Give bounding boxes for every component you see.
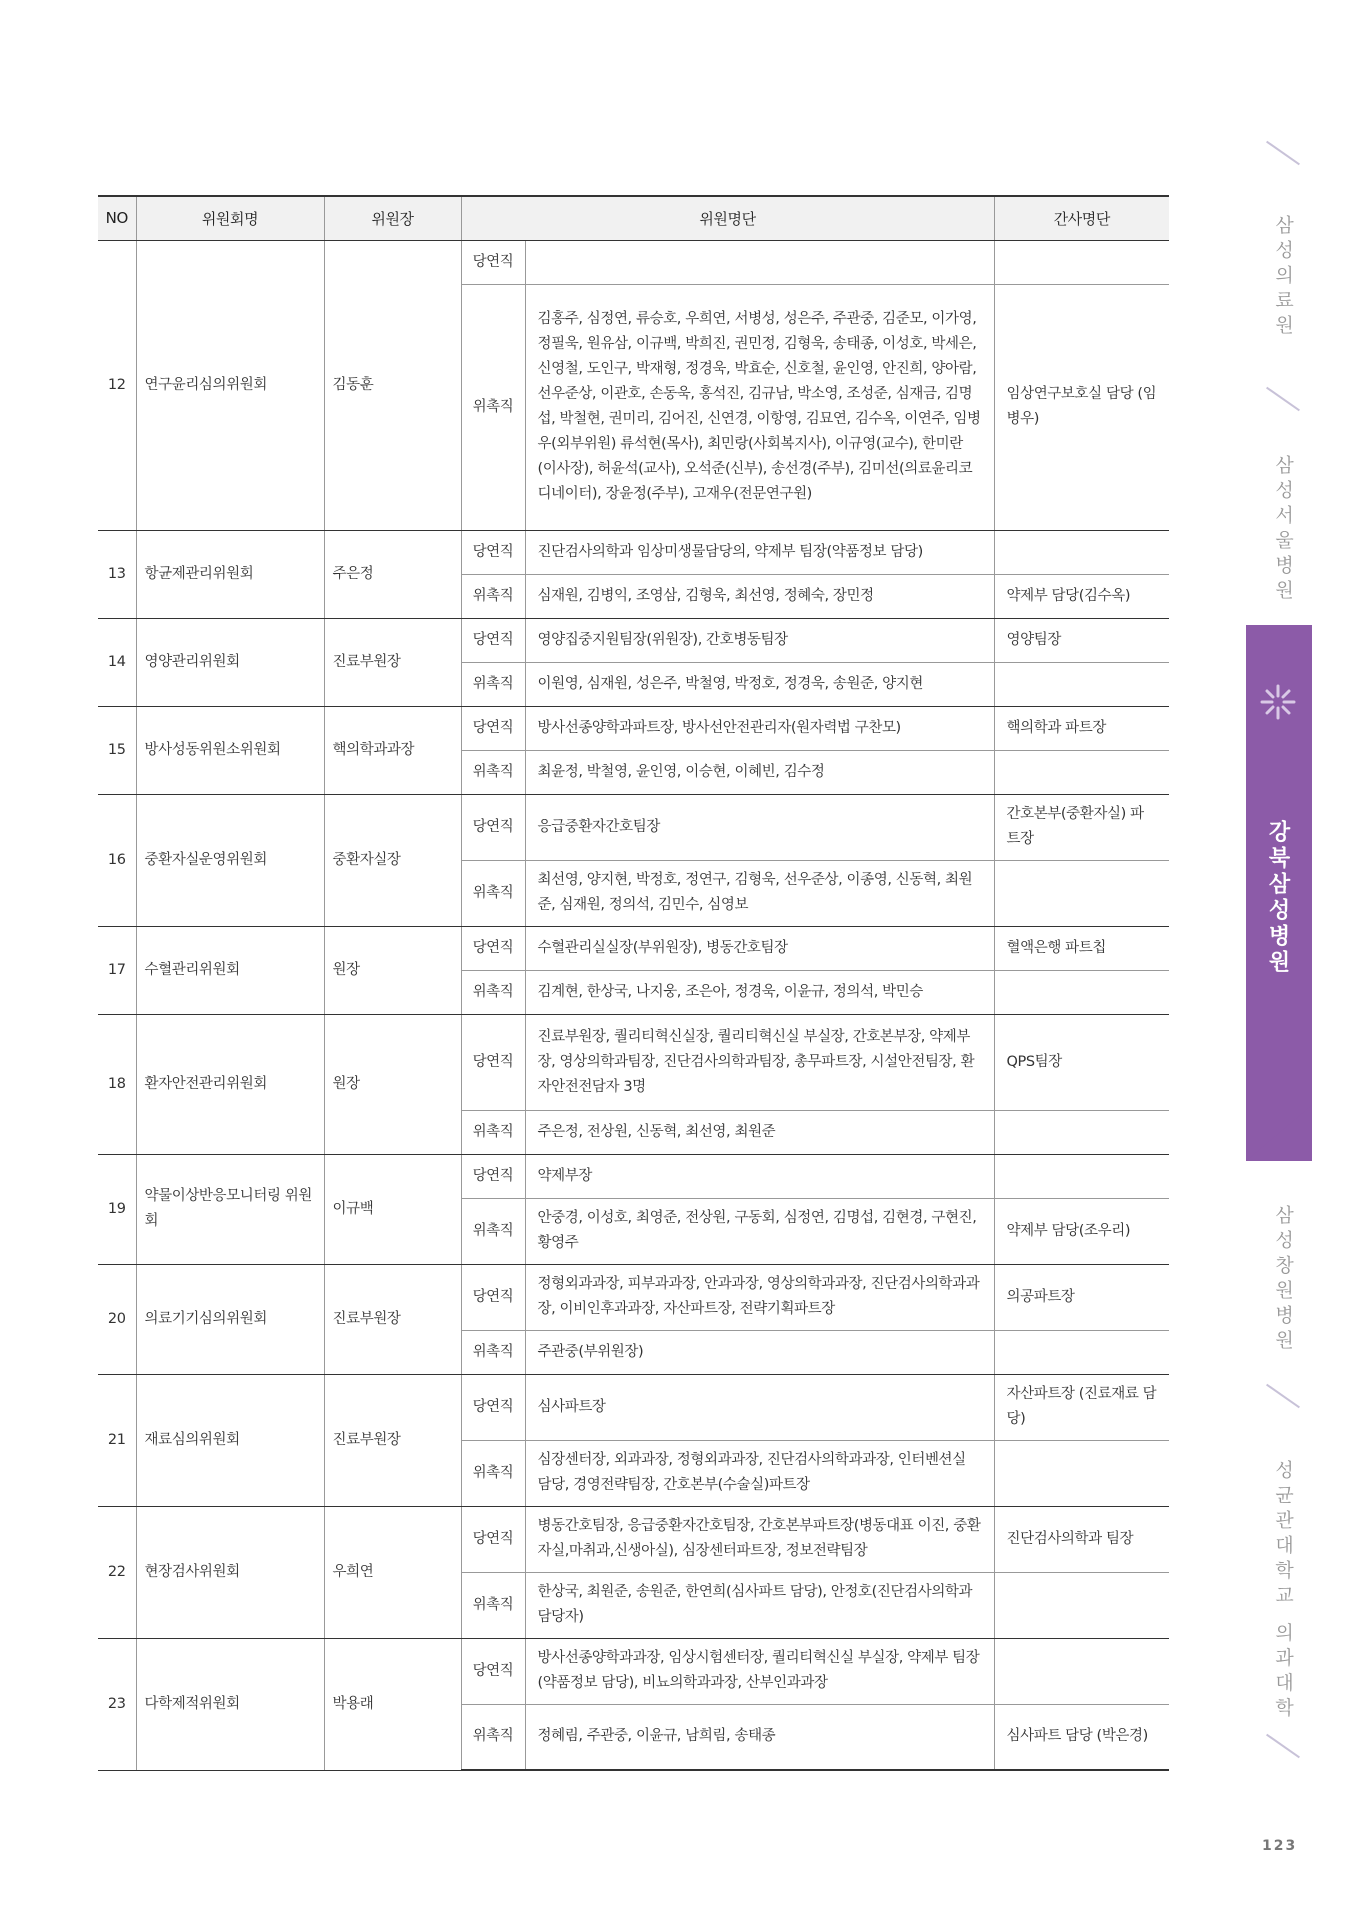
ex-officio-secretary <box>994 1638 1169 1704</box>
committee-name: 연구윤리심의위원회 <box>136 240 324 530</box>
ex-officio-secretary: 영양팀장 <box>994 618 1169 662</box>
ex-officio-secretary: 자산파트장 (진료재료 담당) <box>994 1374 1169 1440</box>
member-type-appointed: 위촉직 <box>461 662 525 706</box>
committee-name: 약물이상반응모니터링 위원회 <box>136 1154 324 1264</box>
member-type-ex-officio: 당연직 <box>461 1264 525 1330</box>
committee-chair: 중환자실장 <box>324 794 461 926</box>
member-type-ex-officio: 당연직 <box>461 1374 525 1440</box>
ex-officio-members: 병동간호팀장, 응급중환자간호팀장, 간호본부파트장(병동대표 이진, 중환자실,마취과,신생아실), 심장센터파트장, 정보전략팀장 <box>525 1506 994 1572</box>
committee-no: 18 <box>98 1014 136 1154</box>
ex-officio-members: 정형외과과장, 피부과과장, 안과과장, 영상의학과과장, 진단검사의학과과장, 이비인후과과장, 자산파트장, 전략기획파트장 <box>525 1264 994 1330</box>
appointed-members: 주관중(부위원장) <box>525 1330 994 1374</box>
appointed-secretary <box>994 860 1169 926</box>
ex-officio-members: 약제부장 <box>525 1154 994 1198</box>
table-row <box>98 706 1169 750</box>
member-type-ex-officio: 당연직 <box>461 1638 525 1704</box>
member-type-appointed: 위촉직 <box>461 1572 525 1638</box>
committee-name: 현장검사위원회 <box>136 1506 324 1638</box>
appointed-members: 김홍주, 심정연, 류승호, 우희연, 서병성, 성은주, 주관중, 김준모, 이가영, 정필욱, 원유삼, 이규백, 박희진, 권민정, 김형욱, 송태종, 이성호, 박세은, 신영철, 도인구, 박재형, 정경욱, 박효순, 신호철, 윤인영, 안진희, 양아람, 선우준상, 이관호, 손동욱, 홍석진, 김규남, 박소영, 조성준, 심재금, 김명섭, 박철현, 권미리, 김어진, 신연경, 이항영, 김묘연, 김수옥, 이연주, 임병우(외부위원) 류석현(목사), 최민랑(사회복지사), 이규영(교수), 한미란(이사장), 허윤석(교사), 오석준(신부), 송선경(주부), 김미선(의료윤리코디네이터), 장윤정(주부), 고재우(전문연구원) <box>525 284 994 530</box>
appointed-secretary <box>994 1572 1169 1638</box>
member-type-ex-officio: 당연직 <box>461 706 525 750</box>
side-nav-item-samsung-seoul[interactable]: 삼성서울병원 <box>1272 455 1294 605</box>
appointed-secretary <box>994 1440 1169 1506</box>
appointed-secretary <box>994 1330 1169 1374</box>
member-type-appointed: 위촉직 <box>461 1198 525 1264</box>
appointed-members: 심재원, 김병익, 조영삼, 김형욱, 최선영, 정혜숙, 장민정 <box>525 574 994 618</box>
table-row <box>98 530 1169 574</box>
ex-officio-members: 진료부원장, 퀄리티혁신실장, 퀄리티혁신실 부실장, 간호본부장, 약제부장, 영상의학과팀장, 진단검사의학과팀장, 총무파트장, 시설안전팀장, 환자안전전담자 3명 <box>525 1014 994 1110</box>
appointed-secretary: 심사파트 담당 (박은경) <box>994 1704 1169 1770</box>
committee-chair: 원장 <box>324 926 461 1014</box>
committee-name: 항균제관리위원회 <box>136 530 324 618</box>
appointed-members: 심장센터장, 외과과장, 정형외과과장, 진단검사의학과과장, 인터벤션실 담당, 경영전략팀장, 간호본부(수술실)파트장 <box>525 1440 994 1506</box>
header-secretary: 간사명단 <box>994 196 1169 240</box>
ex-officio-secretary: 진단검사의학과 팀장 <box>994 1506 1169 1572</box>
committee-chair: 진료부원장 <box>324 1374 461 1506</box>
table-row <box>98 1154 1169 1198</box>
table-row <box>98 1264 1169 1330</box>
side-nav-item-samsung-medical[interactable]: 삼성의료원 <box>1272 215 1294 340</box>
committee-name: 재료심의위원회 <box>136 1374 324 1506</box>
committee-no: 23 <box>98 1638 136 1770</box>
committee-chair: 박용래 <box>324 1638 461 1770</box>
committee-no: 19 <box>98 1154 136 1264</box>
appointed-members: 최윤정, 박철영, 윤인영, 이승현, 이혜빈, 김수정 <box>525 750 994 794</box>
committee-no: 15 <box>98 706 136 794</box>
appointed-secretary <box>994 662 1169 706</box>
committee-no: 22 <box>98 1506 136 1638</box>
committee-chair: 주은정 <box>324 530 461 618</box>
ex-officio-secretary: 의공파트장 <box>994 1264 1169 1330</box>
asterisk-icon <box>1258 682 1298 722</box>
ex-officio-secretary: 간호본부(중환자실) 파트장 <box>994 794 1169 860</box>
committee-no: 16 <box>98 794 136 926</box>
header-committee-name: 위원회명 <box>136 196 324 240</box>
ex-officio-members: 방사선종양학과과장, 임상시험센터장, 퀄리티혁신실 부실장, 약제부 팀장(약품정보 담당), 비뇨의학과과장, 산부인과과장 <box>525 1638 994 1704</box>
appointed-secretary <box>994 750 1169 794</box>
header-no: NO <box>98 196 136 240</box>
appointed-members: 김계현, 한상국, 나지웅, 조은아, 정경욱, 이윤규, 정의석, 박민승 <box>525 970 994 1014</box>
committee-no: 17 <box>98 926 136 1014</box>
ex-officio-members: 응급중환자간호팀장 <box>525 794 994 860</box>
appointed-members: 정혜림, 주관중, 이윤규, 남희림, 송태종 <box>525 1704 994 1770</box>
table-row <box>98 1506 1169 1572</box>
member-type-appointed: 위촉직 <box>461 970 525 1014</box>
header-members: 위원명단 <box>461 196 994 240</box>
committee-name: 중환자실운영위원회 <box>136 794 324 926</box>
appointed-members: 안중경, 이성호, 최영준, 전상원, 구동회, 심정연, 김명섭, 김현경, 구현진, 황영주 <box>525 1198 994 1264</box>
table-row <box>98 926 1169 970</box>
ex-officio-secretary: 핵의학과 파트장 <box>994 706 1169 750</box>
side-nav-item-skku-medicine[interactable]: 성균관대학교 의과대학 <box>1272 1460 1294 1723</box>
member-type-ex-officio: 당연직 <box>461 794 525 860</box>
table-row <box>98 794 1169 860</box>
committee-name: 다학제적위원회 <box>136 1638 324 1770</box>
side-nav-item-samsung-changwon[interactable]: 삼성창원병원 <box>1272 1205 1294 1355</box>
member-type-ex-officio: 당연직 <box>461 618 525 662</box>
ex-officio-members <box>525 240 994 284</box>
committee-no: 14 <box>98 618 136 706</box>
member-type-appointed: 위촉직 <box>461 750 525 794</box>
appointed-members: 이원영, 심재원, 성은주, 박철영, 박정호, 정경욱, 송원준, 양지현 <box>525 662 994 706</box>
appointed-secretary <box>994 1110 1169 1154</box>
appointed-secretary: 임상연구보호실 담당 (임병우) <box>994 284 1169 530</box>
committee-chair: 진료부원장 <box>324 1264 461 1374</box>
member-type-ex-officio: 당연직 <box>461 926 525 970</box>
appointed-members: 한상국, 최원준, 송원준, 한연희(심사파트 담당), 안정호(진단검사의학과 담당자) <box>525 1572 994 1638</box>
side-nav-active-tab-cut <box>1246 1105 1312 1161</box>
header-chair: 위원장 <box>324 196 461 240</box>
page-number: 123 <box>1262 1838 1298 1854</box>
appointed-secretary: 약제부 담당(조우리) <box>994 1198 1169 1264</box>
member-type-ex-officio: 당연직 <box>461 530 525 574</box>
member-type-ex-officio: 당연직 <box>461 1154 525 1198</box>
member-type-appointed: 위촉직 <box>461 1440 525 1506</box>
member-type-appointed: 위촉직 <box>461 860 525 926</box>
table-row <box>98 1374 1169 1440</box>
table-row <box>98 240 1169 284</box>
appointed-members: 주은정, 전상원, 신동혁, 최선영, 최원준 <box>525 1110 994 1154</box>
committee-table <box>98 195 1169 1771</box>
table-body <box>98 240 1169 1770</box>
table-row <box>98 1638 1169 1704</box>
side-nav-item-kangbuk-samsung[interactable]: 강북삼성병원 <box>1265 820 1290 976</box>
table-row <box>98 618 1169 662</box>
member-type-appointed: 위촉직 <box>461 1330 525 1374</box>
appointed-members: 최선영, 양지현, 박정호, 정연구, 김형욱, 선우준상, 이종영, 신동혁, 최원준, 심재원, 정의석, 김민수, 심영보 <box>525 860 994 926</box>
committee-name: 영양관리위원회 <box>136 618 324 706</box>
committee-chair: 우희연 <box>324 1506 461 1638</box>
committee-no: 12 <box>98 240 136 530</box>
member-type-appointed: 위촉직 <box>461 284 525 530</box>
committee-no: 13 <box>98 530 136 618</box>
committee-name: 수혈관리위원회 <box>136 926 324 1014</box>
ex-officio-members: 방사선종양학과파트장, 방사선안전관리자(원자력법 구찬모) <box>525 706 994 750</box>
member-type-appointed: 위촉직 <box>461 1110 525 1154</box>
committee-chair: 이규백 <box>324 1154 461 1264</box>
ex-officio-members: 영양집중지원팀장(위원장), 간호병동팀장 <box>525 618 994 662</box>
committee-name: 환자안전관리위원회 <box>136 1014 324 1154</box>
committee-no: 20 <box>98 1264 136 1374</box>
member-type-ex-officio: 당연직 <box>461 1014 525 1110</box>
ex-officio-members: 진단검사의학과 임상미생물담당의, 약제부 팀장(약품정보 담당) <box>525 530 994 574</box>
member-type-ex-officio: 당연직 <box>461 1506 525 1572</box>
committee-chair: 원장 <box>324 1014 461 1154</box>
ex-officio-secretary: 혈액은행 파트칩 <box>994 926 1169 970</box>
ex-officio-members: 심사파트장 <box>525 1374 994 1440</box>
ex-officio-secretary <box>994 240 1169 284</box>
ex-officio-secretary: QPS팀장 <box>994 1014 1169 1110</box>
member-type-ex-officio: 당연직 <box>461 240 525 284</box>
member-type-appointed: 위촉직 <box>461 574 525 618</box>
committee-name: 의료기기심의위원회 <box>136 1264 324 1374</box>
member-type-appointed: 위촉직 <box>461 1704 525 1770</box>
ex-officio-secretary <box>994 530 1169 574</box>
committee-chair: 김동훈 <box>324 240 461 530</box>
table-header-row <box>98 196 1169 240</box>
committee-chair: 진료부원장 <box>324 618 461 706</box>
appointed-secretary: 약제부 담당(김수옥) <box>994 574 1169 618</box>
committee-name: 방사성동위원소위원회 <box>136 706 324 794</box>
committee-no: 21 <box>98 1374 136 1506</box>
committee-chair: 핵의학과과장 <box>324 706 461 794</box>
appointed-secretary <box>994 970 1169 1014</box>
ex-officio-secretary <box>994 1154 1169 1198</box>
ex-officio-members: 수혈관리실실장(부위원장), 병동간호팀장 <box>525 926 994 970</box>
table-row <box>98 1014 1169 1110</box>
